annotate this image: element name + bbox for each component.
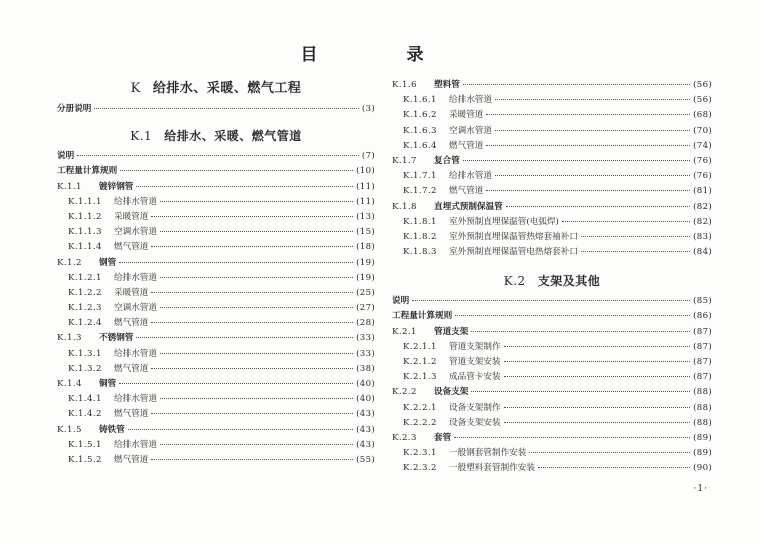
toc-right-column [392,78,712,477]
leader-dots [455,315,690,316]
toc-entry-page: (19) [356,272,375,283]
toc-entry-number: K.2.1.1 [403,341,437,352]
toc-entry-page: (33) [356,348,375,359]
page-title: 目 录 [300,45,460,65]
toc-entry[interactable] [57,210,375,225]
leader-dots [495,99,690,100]
toc-entry[interactable] [392,154,712,169]
toc-entry-label: 钢管 [99,257,117,268]
toc-entry-number: K.1.7 [392,155,417,166]
toc-entry-number: K.1.6.2 [403,110,437,121]
toc-entry[interactable] [392,294,712,309]
toc-entry[interactable] [392,93,712,108]
toc-entry[interactable] [57,407,375,422]
toc-entry-label: 设备支架制作 [449,402,501,413]
leader-dots [529,452,690,453]
leader-dots [120,170,353,171]
toc-entry-label: 给排水管道 [114,394,157,405]
leader-dots [151,292,353,293]
toc-entry-number: K.1.2.4 [68,318,102,329]
toc-entry-number: K.1.1 [57,181,82,192]
leader-dots [504,346,691,347]
toc-entry-label: 工程量计算规则 [57,166,118,177]
toc-entry-chapter-intro[interactable] [57,102,375,117]
toc-entry-page: (70) [693,125,712,136]
toc-entry[interactable] [57,362,375,377]
toc-entry-page: (40) [356,379,375,389]
toc-entry-label: 设备支架安装 [449,417,501,428]
leader-dots [136,337,353,338]
toc-entry-number: K.1.5.1 [68,439,102,450]
toc-entry-number: K.1.5.2 [68,454,102,465]
toc-entry-label: 说明 [57,151,75,162]
toc-entry-number: K.1.6.1 [403,95,437,106]
toc-entry-page: (81) [693,186,712,197]
leader-dots [160,353,353,354]
leader-dots [151,322,353,323]
toc-entry-page: (82) [693,216,712,227]
toc-entry-number: K.1.2.3 [68,303,102,314]
toc-entry-page: (43) [356,424,375,435]
leader-dots [77,155,359,156]
leader-dots [504,407,691,408]
toc-entry-number: K.1.4.2 [68,409,102,420]
toc-entry-page: (27) [356,303,375,314]
toc-entry-label: 成品管卡安装 [449,372,501,383]
toc-entry-label: 采暖管道 [114,287,149,298]
toc-entry-label: 分册说明 [57,104,92,114]
page-number: ·1· [693,484,708,494]
toc-entry-label: 空调水管道 [449,125,492,136]
toc-entry-label: 燃气管道 [449,140,484,151]
toc-entry[interactable] [57,240,375,255]
toc-entry[interactable] [392,461,712,476]
toc-entry-page: (38) [356,363,375,374]
toc-entry[interactable] [57,316,375,331]
toc-entry-page: (55) [356,454,375,465]
toc-entry-label: 采暖管道 [449,110,484,121]
toc-entry[interactable] [57,256,375,271]
toc-entry[interactable] [392,309,712,324]
toc-entry-label: 管道支架制作 [449,341,501,352]
toc-entry-number: K.1.2.2 [68,287,102,298]
toc-entry-page: (83) [693,231,712,242]
toc-entry[interactable] [392,230,712,245]
leader-dots [506,206,690,207]
toc-entry-label: 不锈钢管 [99,333,134,344]
chapter-title: 给排水、采暖、燃气工程 [152,81,302,96]
section-title: 支架及其他 [537,274,601,289]
toc-entry-label: 一般钢套管制作安装 [449,448,527,459]
leader-dots [471,391,690,392]
leader-dots [136,186,353,187]
section-heading-k2 [392,268,712,294]
toc-entry[interactable] [57,331,375,346]
section-title: 给排水、采暖、燃气管道 [164,129,302,144]
toc-entry-page: (40) [356,394,375,405]
toc-entry-number: K.2.3.1 [403,448,437,459]
leader-dots [581,251,690,252]
toc-entry-label: 设备支架 [434,387,469,398]
toc-entry[interactable] [57,195,375,210]
toc-entry-label: 室外预制直埋保温管电热熔套补口 [449,247,578,258]
toc-entry-number: K.1.6.4 [403,140,437,151]
toc-entry-page: (56) [693,80,712,90]
toc-entry-label: 燃气管道 [114,318,149,329]
toc-entry-number: K.1.1.4 [68,242,102,253]
toc-entry-page: (87) [693,372,712,383]
toc-entry-label: 给排水管道 [114,272,157,283]
toc-entry-number: K.1.8.3 [403,247,437,258]
toc-entry-number: K.1.3.2 [68,363,102,374]
toc-entry[interactable] [392,325,712,340]
toc-entry[interactable] [57,225,375,240]
toc-entry-page: (76) [693,155,712,166]
toc-entry-page: (18) [356,242,375,253]
toc-entry-page: (28) [356,318,375,329]
toc-entry-page: (87) [693,357,712,367]
toc-entry-page: (3) [361,104,375,114]
toc-entry[interactable] [392,385,712,400]
toc-entry[interactable] [392,139,712,154]
toc-entry-label: 一般塑料套管制作安装 [449,463,535,474]
leader-dots [160,307,353,308]
toc-entry[interactable] [57,453,375,468]
toc-entry[interactable] [57,149,375,164]
toc-entry-label: 燃气管道 [114,242,149,253]
toc-entry-label: 套管 [434,432,452,443]
toc-entry-number: K.2.1.2 [403,357,437,367]
toc-entry-page: (90) [693,463,712,474]
toc-entry-page: (88) [693,417,712,428]
toc-entry-label: 给排水管道 [114,196,157,207]
toc-entry-page: (13) [356,211,375,222]
toc-entry[interactable] [392,108,712,123]
toc-entry[interactable] [392,401,712,416]
toc-entry-label: 复合管 [434,155,460,166]
toc-entry[interactable] [392,245,712,260]
toc-entry-page: (84) [693,247,712,258]
toc-entry-page: (89) [693,448,712,459]
toc-entry[interactable] [57,347,375,362]
toc-entry-number: K.1.8.1 [403,216,437,227]
toc-entry[interactable] [57,301,375,316]
toc-entry-number: K.1.3 [57,333,82,344]
leader-dots [495,175,690,176]
toc-list-right-bottom [392,294,712,476]
leader-dots [463,84,690,85]
toc-entry-label: 镀锌钢管 [99,181,134,192]
leader-dots [463,160,690,161]
toc-entry[interactable] [57,180,375,195]
toc-entry-number: K.1.1.1 [68,196,102,207]
toc-entry-label: 塑料管 [434,80,460,90]
toc-entry[interactable] [57,271,375,286]
toc-entry-label: 给排水管道 [114,439,157,450]
toc-entry-label: 燃气管道 [114,454,149,465]
toc-entry-number: K.1.6.3 [403,125,437,136]
toc-entry-number: K.1.8 [392,201,417,212]
toc-entry[interactable] [392,184,712,199]
leader-dots [160,444,353,445]
leader-dots [151,246,353,247]
chapter-number: K [130,81,141,96]
toc-entry-page: (43) [356,439,375,450]
toc-entry-page: (86) [693,311,712,322]
toc-entry[interactable] [392,446,712,461]
leader-dots [562,221,690,222]
toc-entry-number: K.2.2 [392,387,417,398]
toc-list-left [57,149,375,468]
toc-entry-label: 管道支架 [434,326,469,337]
toc-entry-page: (82) [693,201,712,212]
toc-entry-number: K.2.3.2 [403,463,437,474]
toc-entry-label: 室外预制直埋保温管(电弧焊) [449,216,559,227]
toc-entry-page: (25) [356,287,375,298]
toc-entry-number: K.1.4.1 [68,394,102,405]
toc-entry-page: (85) [693,296,712,307]
toc-entry[interactable] [57,423,375,438]
toc-entry-page: (88) [693,387,712,398]
section-number: K.2 [503,274,526,289]
toc-entry[interactable] [57,377,375,392]
toc-entry-page: (88) [693,402,712,413]
toc-entry-label: 管道支架安装 [449,357,501,367]
leader-dots [454,437,690,438]
toc-entry-label: 工程量计算规则 [392,311,453,322]
toc-entry-page: (56) [693,95,712,106]
leader-dots [128,429,353,430]
leader-dots [581,236,690,237]
toc-entry-number: K.1.1.2 [68,211,102,222]
toc-entry-number: K.1.7.2 [403,186,437,197]
section-heading-k1 [57,123,375,149]
toc-entry-number: K.2.2.1 [403,402,437,413]
toc-entry[interactable] [392,340,712,355]
toc-entry-page: (87) [693,326,712,337]
toc-entry-label: 铜管 [99,379,117,389]
chapter-heading [57,76,375,102]
toc-entry-number: K.2.1.3 [403,372,437,383]
toc-entry-label: 给排水管道 [449,171,492,182]
leader-dots [151,216,353,217]
toc-entry-page: (19) [356,257,375,268]
toc-entry-number: K.1.2 [57,257,82,268]
leader-dots [538,467,690,468]
toc-entry-label: 燃气管道 [449,186,484,197]
toc-entry-number: K.2.2.2 [403,417,437,428]
toc-entry-number: K.1.5 [57,424,82,435]
toc-entry[interactable] [392,355,712,370]
leader-dots [486,190,690,191]
leader-dots [151,413,353,414]
toc-entry-label: 燃气管道 [114,363,149,374]
leader-dots [504,422,691,423]
leader-dots [486,145,690,146]
toc-entry-page: (43) [356,409,375,420]
toc-entry[interactable] [392,416,712,431]
toc-entry[interactable] [392,124,712,139]
toc-entry-number: K.1.7.1 [403,171,437,182]
toc-entry-page: (10) [356,166,375,177]
toc-left-column [57,76,375,468]
toc-entry-page: (11) [356,181,375,192]
toc-entry[interactable] [57,286,375,301]
toc-entry-number: K.1.8.2 [403,231,437,242]
leader-dots [495,130,690,131]
toc-entry[interactable] [392,78,712,93]
toc-entry-label: 空调水管道 [114,303,157,314]
leader-dots [160,398,353,399]
toc-entry-number: K.1.4 [57,379,82,389]
leader-dots [504,376,691,377]
toc-entry-label: 燃气管道 [114,409,149,420]
toc-entry-page: (15) [356,227,375,238]
toc-entry[interactable] [392,200,712,215]
toc-entry[interactable] [392,431,712,446]
toc-entry[interactable] [392,215,712,230]
leader-dots [160,231,353,232]
leader-dots [471,331,690,332]
toc-entry-page: (11) [356,196,375,207]
toc-entry-label: 直埋式预制保温管 [434,201,503,212]
leader-dots [119,383,353,384]
leader-dots [151,368,353,369]
toc-entry-label: 采暖管道 [114,211,149,222]
toc-entry-page: (87) [693,341,712,352]
leader-dots [412,300,690,301]
toc-entry-label: 铸铁管 [99,424,125,435]
toc-entry[interactable] [392,169,712,184]
toc-entry-number: K.1.1.3 [68,227,102,238]
toc-entry-label: 室外预制直埋保温管热熔套袖补口 [449,231,578,242]
toc-entry-label: 说明 [392,296,410,307]
toc-entry[interactable] [57,392,375,407]
leader-dots [151,459,353,460]
toc-entry-number: K.1.2.1 [68,272,102,283]
toc-list-right-top [392,78,712,260]
toc-entry-number: K.2.1 [392,326,417,337]
toc-entry-label: 空调水管道 [114,227,157,238]
leader-dots [160,201,353,202]
toc-entry[interactable] [57,164,375,179]
toc-entry-number: K.2.3 [392,432,417,443]
toc-entry[interactable] [57,438,375,453]
leader-dots [119,262,353,263]
leader-dots [504,361,691,362]
section-number: K.1 [130,129,153,144]
toc-entry-page: (68) [693,110,712,121]
toc-entry-page: (33) [356,333,375,344]
leader-dots [160,277,353,278]
toc-entry-page: (76) [693,171,712,182]
toc-entry-label: 给排水管道 [449,95,492,106]
toc-entry-page: (7) [361,151,375,162]
toc-entry-page: (74) [693,140,712,151]
toc-entry-label: 给排水管道 [114,348,157,359]
toc-entry-page: (89) [693,432,712,443]
leader-dots [94,108,359,109]
toc-entry-number: K.1.3.1 [68,348,102,359]
toc-entry-number: K.1.6 [392,80,417,90]
toc-entry[interactable] [392,370,712,385]
leader-dots [486,114,690,115]
